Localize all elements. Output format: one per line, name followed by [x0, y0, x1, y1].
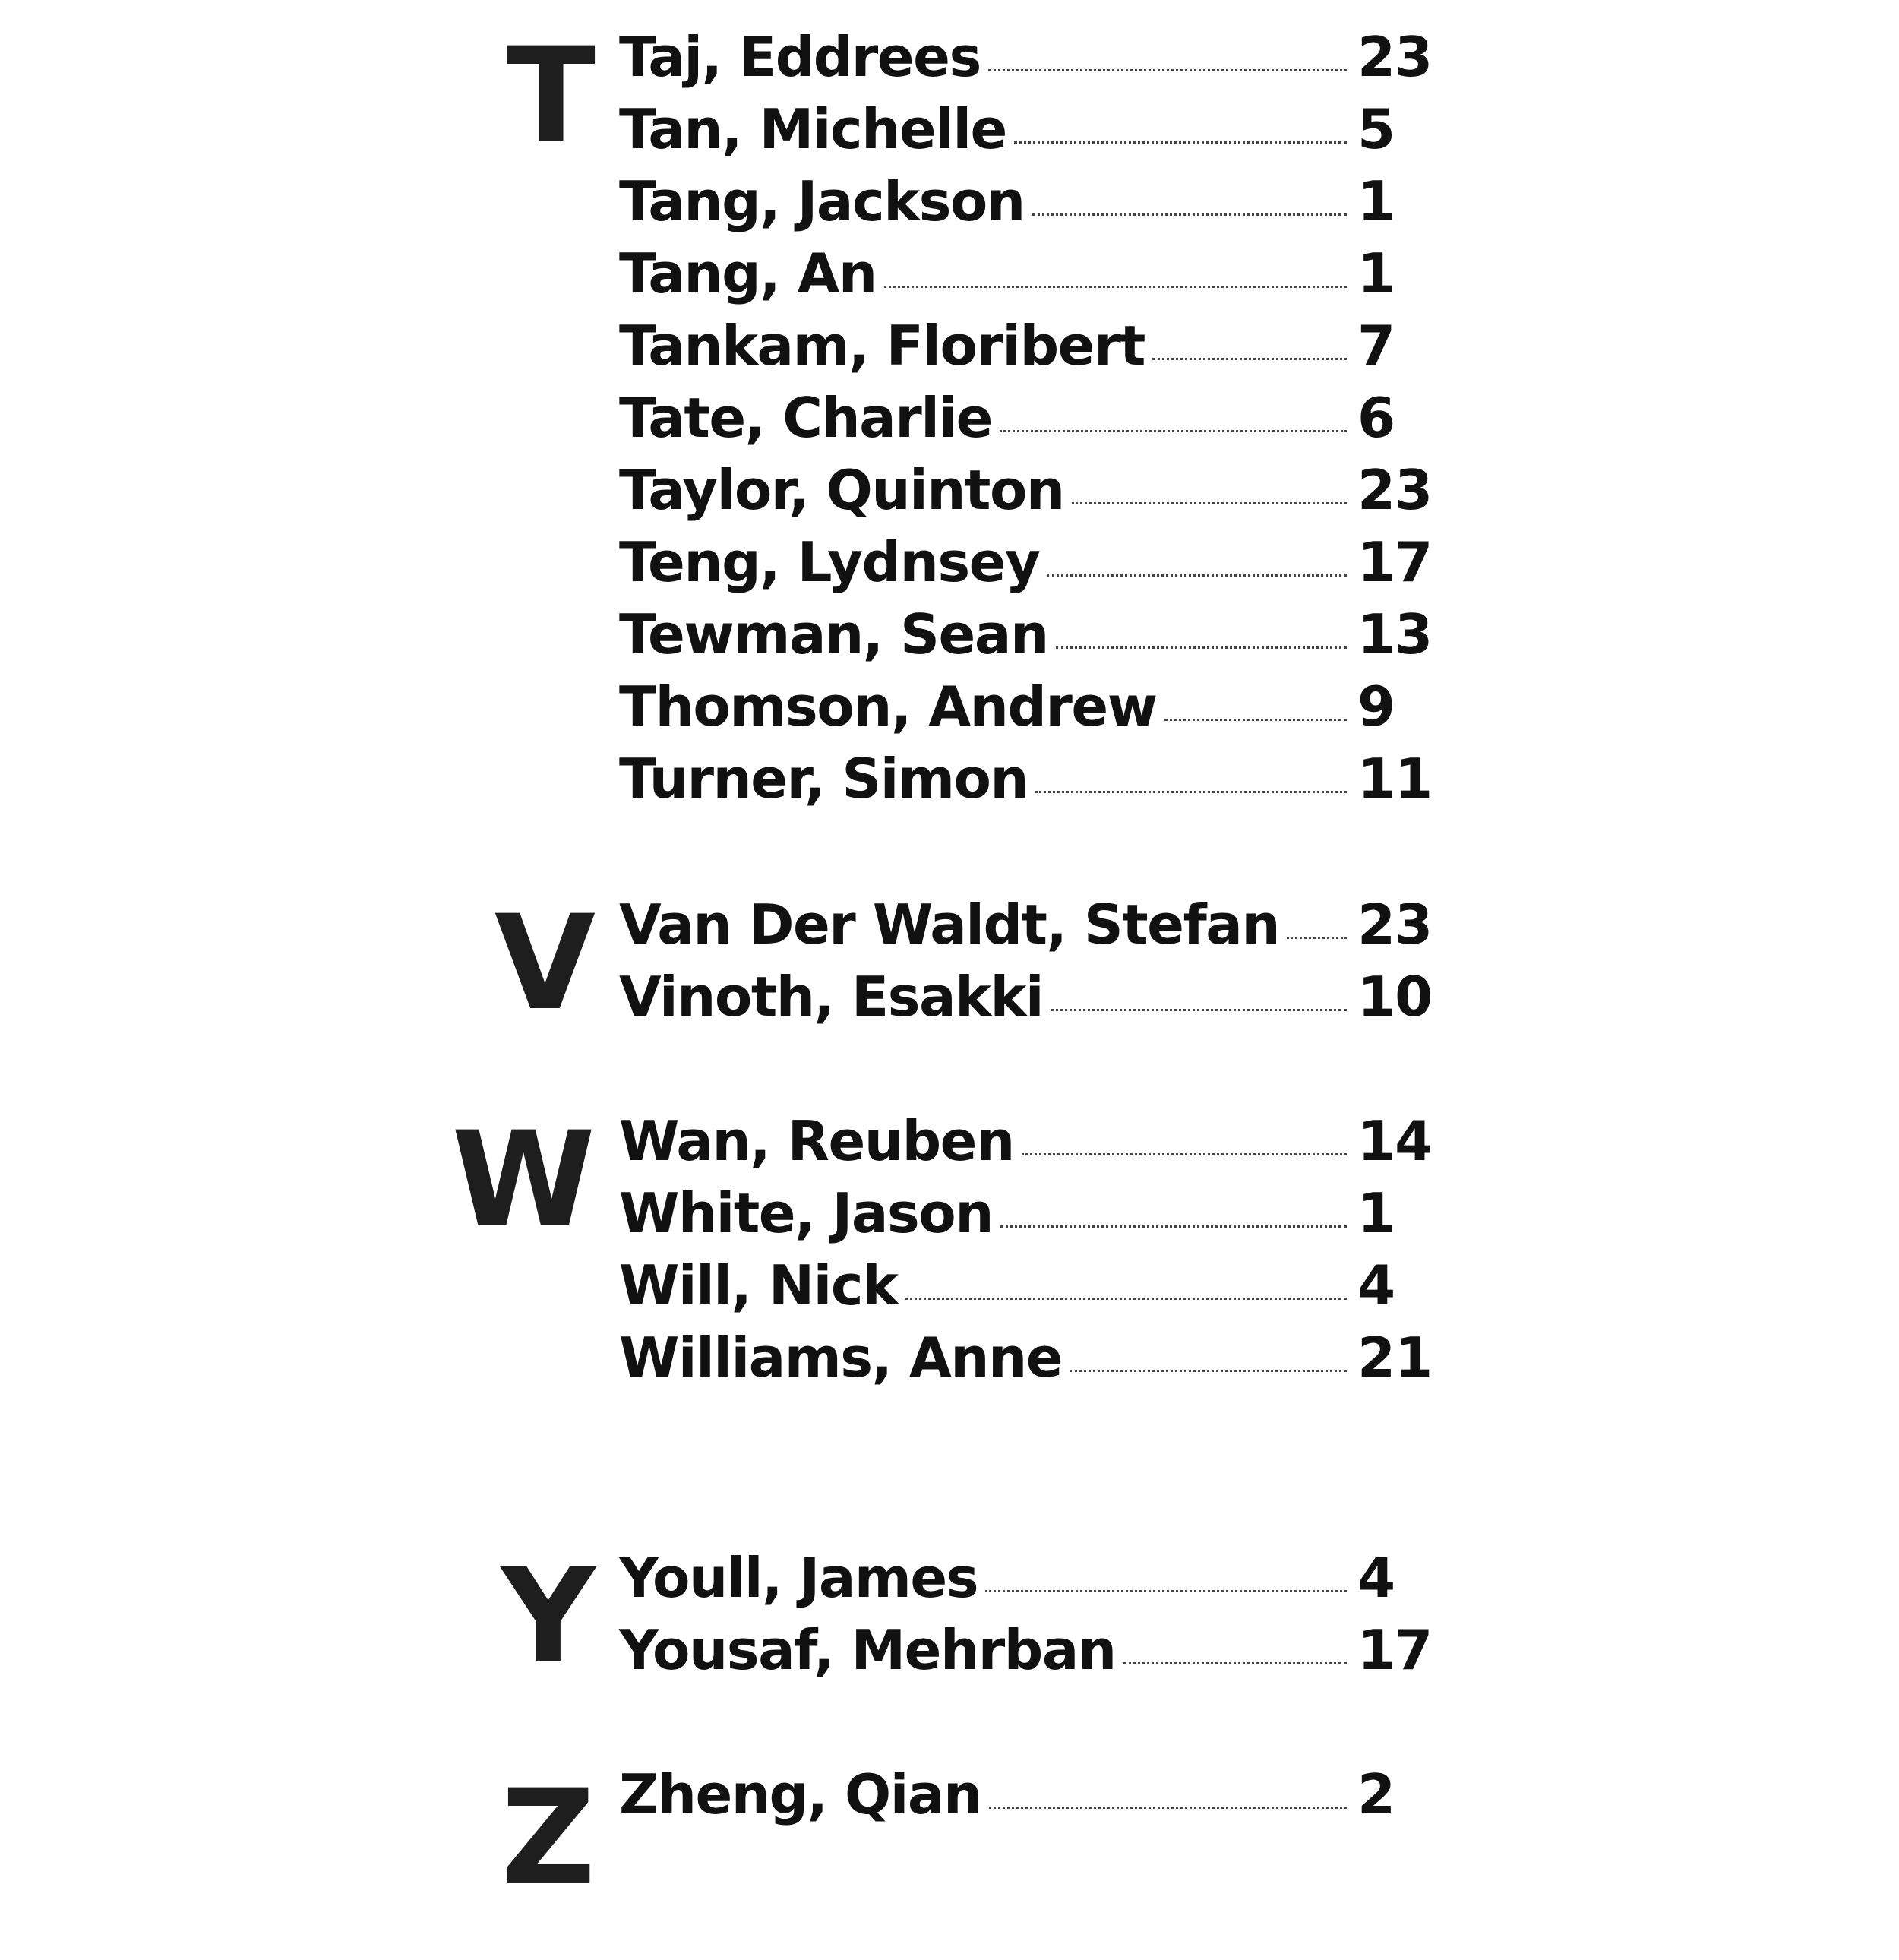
section-letter: V — [494, 887, 592, 1039]
index-entry — [619, 454, 1455, 526]
index-entry — [619, 1178, 1455, 1250]
index-entry-list — [619, 1105, 1455, 1394]
entry-name: Vinoth, Esakki — [619, 965, 1044, 1029]
dot-leader — [1152, 358, 1347, 360]
entry-page-number: 7 — [1357, 314, 1395, 378]
index-entry — [619, 1250, 1455, 1322]
dot-leader — [1022, 1153, 1347, 1155]
entry-name: White, Jason — [619, 1181, 993, 1245]
entry-page-number: 4 — [1357, 1253, 1395, 1317]
entry-name: Tewman, Sean — [619, 602, 1048, 666]
index-entry-list — [619, 21, 1455, 815]
index-entry — [619, 238, 1455, 310]
entry-page-number: 23 — [1357, 893, 1433, 956]
dot-leader — [1000, 430, 1347, 432]
entry-name: Tang, An — [619, 242, 877, 305]
dot-leader — [1287, 937, 1347, 939]
entry-name: Tate, Charlie — [619, 386, 992, 450]
entry-name: Williams, Anne — [619, 1326, 1063, 1389]
index-entry — [619, 1759, 1455, 1831]
section-letter: T — [506, 19, 592, 172]
index-entry — [619, 599, 1455, 671]
entry-page-number: 2 — [1357, 1762, 1395, 1826]
entry-page-number: 11 — [1357, 747, 1433, 811]
entry-name: Teng, Lydnsey — [619, 530, 1040, 594]
dot-leader — [1014, 141, 1347, 144]
index-entry — [619, 743, 1455, 815]
index-entry — [619, 1542, 1455, 1614]
dot-leader — [989, 1807, 1347, 1809]
index-entry — [619, 526, 1455, 599]
index-entry — [619, 310, 1455, 382]
index-entry — [619, 889, 1455, 961]
entry-name: Will, Nick — [619, 1253, 898, 1317]
entry-page-number: 1 — [1357, 169, 1395, 233]
dot-leader — [884, 286, 1347, 288]
index-entry — [619, 382, 1455, 454]
section-letter: W — [451, 1103, 592, 1256]
entry-page-number: 1 — [1357, 1181, 1395, 1245]
entry-name: Yousaf, Mehrban — [619, 1618, 1116, 1682]
index-entry-list — [619, 1759, 1455, 1831]
entry-page-number: 23 — [1357, 25, 1433, 89]
entry-page-number: 5 — [1357, 97, 1395, 161]
index-entry — [619, 166, 1455, 238]
entry-page-number: 21 — [1357, 1326, 1433, 1389]
dot-leader — [1072, 502, 1347, 504]
entry-page-number: 17 — [1357, 530, 1433, 594]
index-entry — [619, 1614, 1455, 1687]
entry-page-number: 23 — [1357, 458, 1433, 522]
dot-leader — [1123, 1662, 1347, 1664]
index-entry — [619, 671, 1455, 743]
dot-leader — [1000, 1225, 1347, 1228]
entry-page-number: 13 — [1357, 602, 1433, 666]
section-letter: Y — [501, 1540, 592, 1693]
dot-leader — [1051, 1009, 1347, 1011]
index-entry — [619, 21, 1455, 93]
index-entry — [619, 93, 1455, 166]
dot-leader — [988, 69, 1347, 71]
index-entry-list — [619, 1542, 1455, 1687]
entry-name: Tan, Michelle — [619, 97, 1006, 161]
index-entry — [619, 1322, 1455, 1394]
dot-leader — [1032, 213, 1347, 216]
entry-name: Tang, Jackson — [619, 169, 1025, 233]
entry-name: Turner, Simon — [619, 747, 1028, 811]
dot-leader — [985, 1590, 1347, 1592]
entry-page-number: 6 — [1357, 386, 1395, 450]
dot-leader — [1164, 719, 1347, 721]
dot-leader — [1047, 574, 1347, 577]
dot-leader — [905, 1298, 1347, 1300]
entry-page-number: 14 — [1357, 1109, 1433, 1173]
dot-leader — [1056, 646, 1347, 649]
entry-page-number: 17 — [1357, 1618, 1433, 1682]
entry-name: Tankam, Floribert — [619, 314, 1145, 378]
entry-name: Taylor, Quinton — [619, 458, 1064, 522]
dot-leader — [1070, 1370, 1347, 1372]
entry-name: Taj, Eddrees — [619, 25, 981, 89]
entry-name: Van Der Waldt, Stefan — [619, 893, 1280, 956]
index-entry — [619, 961, 1455, 1033]
entry-page-number: 9 — [1357, 675, 1395, 738]
entry-page-number: 4 — [1357, 1546, 1395, 1610]
index-entry-list — [619, 889, 1455, 1033]
index-entry — [619, 1105, 1455, 1178]
entry-page-number: 10 — [1357, 965, 1433, 1029]
dot-leader — [1035, 791, 1347, 793]
entry-name: Youll, James — [619, 1546, 978, 1610]
entry-name: Wan, Reuben — [619, 1109, 1014, 1173]
entry-name: Zheng, Qian — [619, 1762, 981, 1826]
entry-name: Thomson, Andrew — [619, 675, 1157, 738]
entry-page-number: 1 — [1357, 242, 1395, 305]
section-letter: Z — [501, 1761, 592, 1914]
